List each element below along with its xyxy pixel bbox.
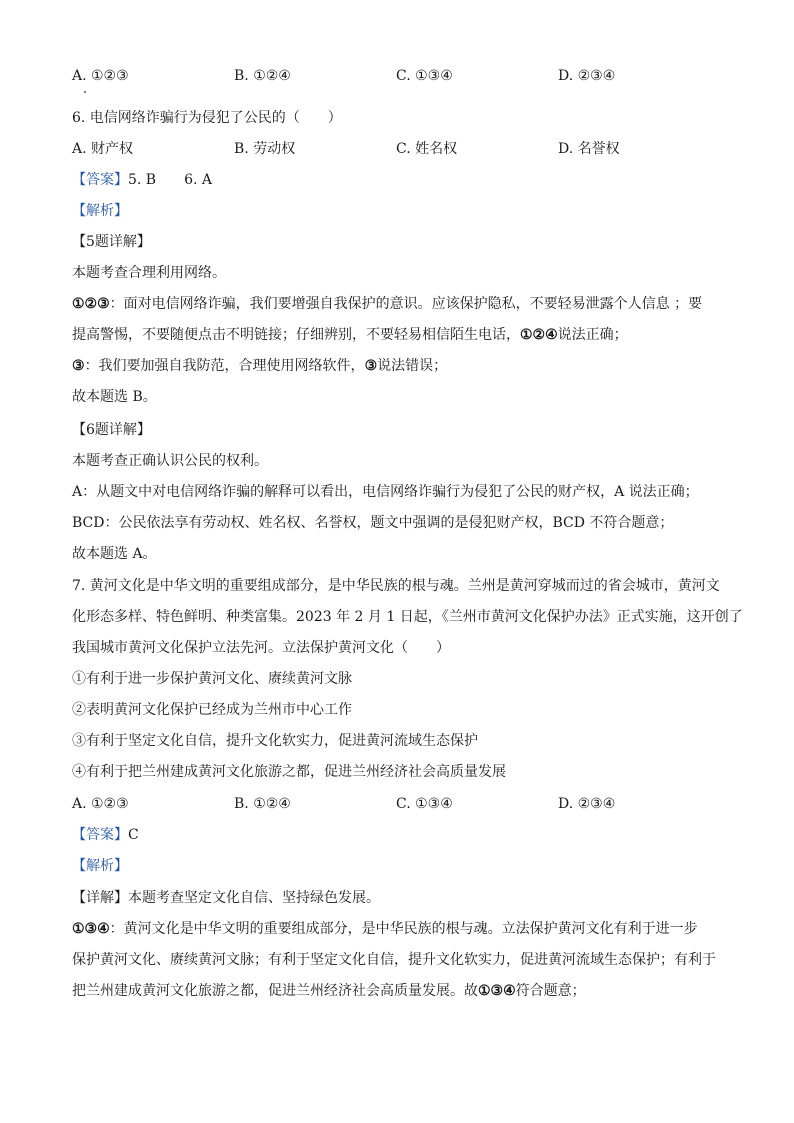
answer-label: 【答案】 (72, 827, 128, 843)
q6-detail-title: 【6题详解】 (72, 422, 151, 438)
q5-detail-p2 (72, 294, 702, 314)
text: ：我们要加强自我防范，合理使用网络软件， (84, 358, 365, 374)
q5-detail-p5: 故本题选 B。 (72, 389, 157, 405)
option-c: C. ①③④ (396, 796, 453, 812)
option-d: D. 名誉权 (558, 141, 620, 157)
mark: ①②④ (520, 327, 558, 343)
detail-label: 【详解】 (72, 890, 128, 906)
answer-7-line (72, 825, 139, 845)
q7-stem-2: 化形态多样、特色鲜明、种类富集。2023 年 2 月 1 日起，《兰州市黄河文化保护办法》正式实施，这开创了 (72, 609, 743, 625)
analysis-label-2: 【解析】 (72, 858, 128, 874)
option-a: A. ①②③ (72, 68, 129, 84)
mark: ①③④ (72, 921, 110, 937)
option-b: B. 劳动权 (234, 141, 296, 157)
text: ：面对电信网络诈骗，我们要增强自我保护的意识。应该保护隐私，不要轻易泄露个人信息 ；要 (109, 296, 703, 312)
answer-text: 5. B 6. A (128, 172, 213, 188)
q7-statement-2: ②表明黄河文化保护已经成为兰州市中心工作 (72, 702, 352, 718)
q6-detail-p4: 故本题选 A。 (72, 546, 157, 562)
analysis-label-text: 解析 (86, 858, 114, 874)
q7-stem-1: 7. 黄河文化是中华文明的重要组成部分，是中华民族的根与魂。兰州是黄河穿城而过的省会城市，黄河文 (72, 578, 720, 594)
answer-line (72, 170, 212, 190)
answer-label: 【答案】 (72, 172, 128, 188)
option-d: D. ②③④ (558, 68, 616, 84)
q7-detail-p2: 保护黄河文化、赓续黄河文脉；有利于坚定文化自信，提升文化软实力，促进黄河流域生态保护；有利于 (72, 952, 716, 968)
mark: ③ (72, 358, 85, 374)
option-c: C. 姓名权 (396, 141, 458, 157)
q7-statement-3: ③有利于坚定文化自信，提升文化软实力，促进黄河流域生态保护 (72, 733, 478, 749)
option-a: A. ①②③ (72, 796, 129, 812)
text: 符合题意； (515, 983, 586, 999)
text: 提高警惕，不要随便点击不明链接；仔细辨别，不要轻易相信陌生电话， (72, 327, 520, 343)
q7-statement-1: ①有利于进一步保护黄河文化、赓续黄河文脉 (72, 671, 352, 687)
text: 把兰州建成黄河文化旅游之都，促进兰州经济社会高质量发展。故 (72, 983, 478, 999)
text: ：黄河文化是中华文明的重要组成部分，是中华民族的根与魂。立法保护黄河文化有利于进一步 (109, 921, 698, 937)
analysis-label-text: 解析 (86, 203, 114, 219)
option-b: B. ①②④ (234, 796, 291, 812)
q7-detail-title (72, 888, 380, 908)
q6-detail-p1: 本题考查正确认识公民的权利。 (72, 453, 268, 469)
text: 说法错误； (377, 358, 448, 374)
q7-stem-3: 我国城市黄河文化保护立法先河。立法保护黄河文化（ ） (72, 640, 450, 656)
mark: ③ (364, 358, 378, 374)
q5-detail-p1: 本题考查合理利用网络。 (72, 265, 226, 281)
q7-statement-4: ④有利于把兰州建成黄河文化旅游之都，促进兰州经济社会高质量发展 (72, 764, 506, 780)
stray-dot (84, 91, 86, 93)
analysis-label: 【解析】 (72, 203, 128, 219)
q6-detail-p2: A：从题文中对电信网络诈骗的解释可以看出，电信网络诈骗行为侵犯了公民的财产权，A 说法正确； (72, 484, 699, 500)
answer-text: C (128, 827, 139, 843)
q5-detail-p4 (72, 356, 447, 376)
option-a: A. 财产权 (72, 141, 134, 157)
q6-detail-p3: BCD：公民依法享有劳动权、姓名权、名誉权，题文中强调的是侵犯财产权，BCD 不符合题意； (72, 515, 674, 531)
q5-detail-p3 (72, 325, 628, 345)
q7-detail-p1 (72, 919, 698, 939)
option-c: C. ①③④ (396, 68, 453, 84)
option-d: D. ②③④ (558, 796, 616, 812)
mark: ①③④ (478, 983, 516, 999)
q6-stem: 6. 电信网络诈骗行为侵犯了公民的（ ） (72, 110, 342, 126)
text: 说法正确； (557, 327, 628, 343)
q7-detail-p3 (72, 981, 586, 1001)
q5-detail-title: 【5题详解】 (72, 234, 151, 250)
mark: ①②③ (72, 296, 110, 312)
option-b: B. ①②④ (234, 68, 291, 84)
text: 本题考查坚定文化自信、坚持绿色发展。 (128, 890, 380, 906)
